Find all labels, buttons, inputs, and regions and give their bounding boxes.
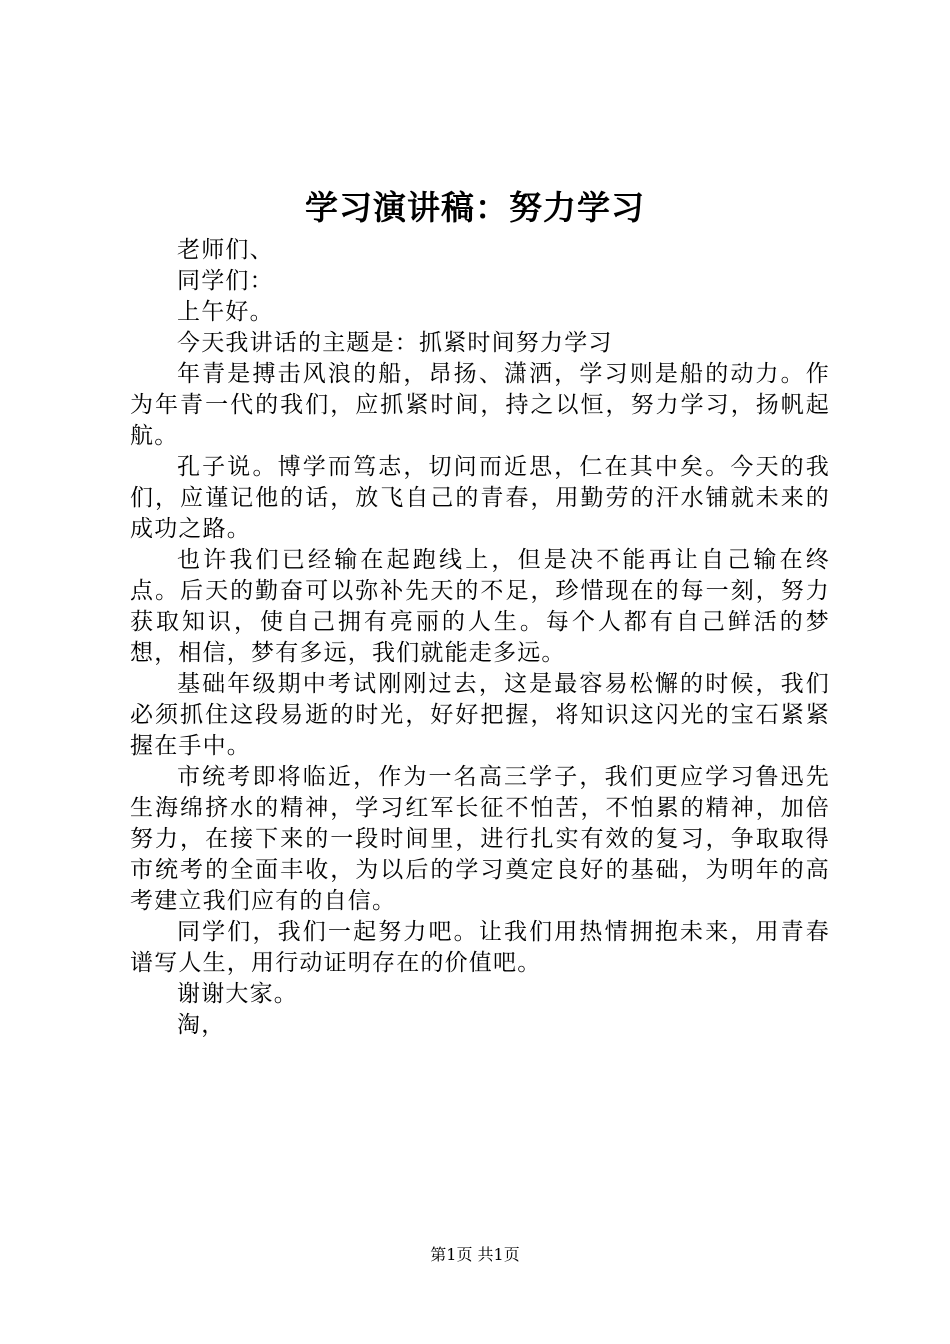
document-title: 学习演讲稿：努力学习 bbox=[305, 188, 645, 227]
document-body bbox=[130, 235, 830, 1041]
salutation-students: 同学们： bbox=[177, 268, 274, 294]
paragraph: 年青是搏击风浪的船，昂扬、潇洒，学习则是船的动力。作为年青一代的我们，应抓紧时间，持之以恒，努力学习，扬帆起航。 bbox=[130, 361, 830, 449]
salutation-teachers: 老师们、 bbox=[177, 237, 274, 263]
topic-statement: 今天我讲话的主题是：抓紧时间努力学习 bbox=[177, 330, 613, 356]
closing-thanks: 谢谢大家。 bbox=[177, 981, 298, 1007]
paragraph: 市统考即将临近，作为一名高三学子，我们更应学习鲁迅先生海绵挤水的精神，学习红军长征不怕苦，不怕累的精神，加倍努力，在接下来的一段时间里，进行扎实有效的复习，争取取得市统考的全面丰收，为以后的学习奠定良好的基础，为明年的高考建立我们应有的自信。 bbox=[130, 764, 830, 914]
paragraph: 孔子说。博学而笃志，切问而近思，仁在其中矣。今天的我们，应谨记他的话，放飞自己的青春，用勤劳的汗水铺就未来的成功之路。 bbox=[130, 454, 830, 542]
closing-fragment: 淘， bbox=[177, 1012, 226, 1038]
paragraph: 也许我们已经输在起跑线上，但是决不能再让自己输在终点。后天的勤奋可以弥补先天的不足，珍惜现在的每一刻，努力获取知识，使自己拥有亮丽的人生。每个人都有自己鲜活的梦想，相信，梦有多远，我们就能走多远。 bbox=[130, 547, 830, 666]
greeting: 上午好。 bbox=[177, 299, 274, 325]
page-footer: 第1页 共1页 bbox=[430, 1245, 520, 1264]
paragraph: 基础年级期中考试刚刚过去，这是最容易松懈的时候，我们必须抓住这段易逝的时光，好好把握，将知识这闪光的宝石紧紧握在手中。 bbox=[130, 671, 830, 759]
paragraph: 同学们，我们一起努力吧。让我们用热情拥抱未来，用青春谱写人生，用行动证明存在的价值吧。 bbox=[130, 919, 830, 976]
